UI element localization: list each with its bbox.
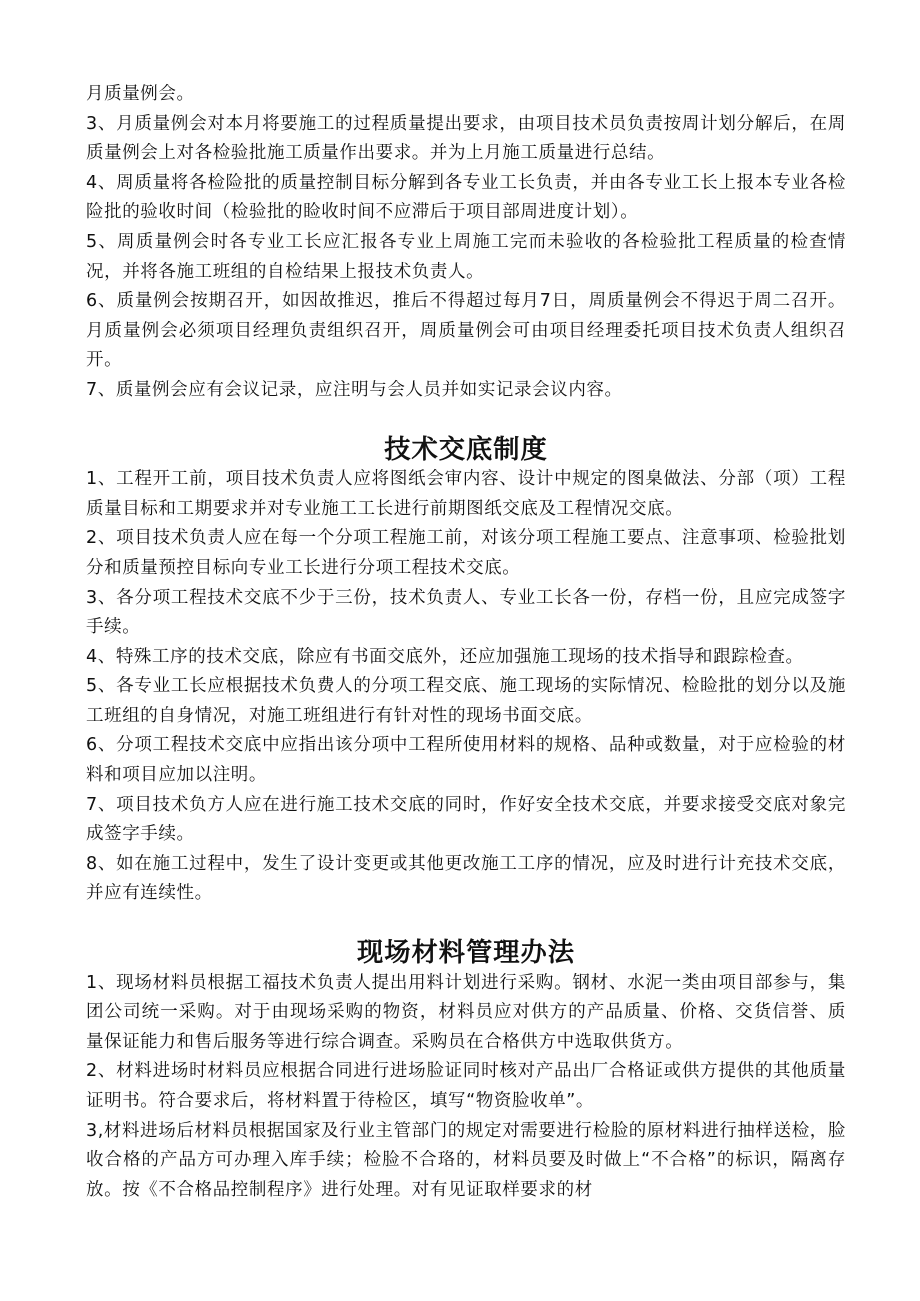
paragraph: 7、质量例会应有会议记录，应注明与会人员并如实记录会议内容。 [86,379,623,400]
paragraph: 1、现场材料员根据工福技术负责人提出用料计划进行采购。钢材、水泥一类由项目部参与，集团公司统一采购。对于由现场采购的物资，材料员应对供方的产品质量、价格、交货信誉、质量保证能力和售后服务等进行综合调查。采购员在合格供方中选取供货方。 [86,972,846,1052]
paragraph: 4、周质量将各检险批的质量控制目标分解到各专业工长负责，并由各专业工长上报本专业各检险批的验收时间（检验批的睑收时间不应滞后于项目部周进度计划）。 [86,172,846,223]
section-title-technical-disclosure: 技术交底制度 [384,434,548,465]
paragraph: 2、项目技术负责人应在每一个分项工程施工前，对该分项工程施工要点、注意事项、检验批划分和质量预控目标向专业工长进行分项工程技术交底。 [86,528,846,578]
paragraph: 1、工程开工前，项目技术负责人应将图纸会审内容、设计中规定的图臬做法、分部（项）工程质量目标和工期要求并对专业施工工长进行前期图纸交底及工程情况交底。 [86,469,846,519]
document-page [86,80,846,1205]
paragraph: 2、材料进场时材料员应根据合同进行进场脸证同时核对产品出厂合格证或供方提供的其他质量证明书。符合要求后，将材料置于待检区，填写“物资脸收单”。 [86,1061,846,1111]
section-spacer [86,406,846,436]
paragraph: 4、特殊工序的技术交底，除应有书面交底外，还应加强施工现场的技术指导和跟踪检查。 [86,646,804,667]
section-title-material-management: 现场材料管理办法 [357,938,575,969]
paragraph: 6、分项工程技术交底中应指出该分项中工程所使用材料的规格、品种或数量，对于应检验的材料和项目应加以注明。 [86,735,846,786]
paragraph: 3、月质量例会对本月将要施工的过程质量提出要求，由项目技术员负责按周计划分解后，在周质量例会上对各检验批施工质量作出要求。并为上月施工质量进行总结。 [86,113,846,164]
paragraph: 3,材料进场后材料员根据国家及行业主管部门的规定对需要进行检脸的原材料进行抽样送检，脸收合格的产品方可办理入库手续；检脸不合珞的，材料员要及时做上“不合格”的标识，隔离存放。按《不合格品控制程序》进行处理。对有见证取样要求的材 [86,1120,846,1200]
paragraph: 月质量例会。 [86,84,195,104]
paragraph: 7、项目技术负方人应在进行施工技术交底的同时，作好安全技术交底，并要求接受交底对象完成签字手续。 [86,794,846,845]
paragraph: 6、质量例会按期召开，如因故推迟，推后不得超过每月7日，周质量例会不得迟于周二召开。月质量例会必须项目经理负责组织召开，周质量例会可由项目经理委托项目技术负责人组织召开。 [86,291,846,371]
paragraph: 5、周质量例会时各专业工长应汇报各专业上周施工完而未验收的各检验批工程质量的检查情况，并将各施工班组的自检结果上报技术负责人。 [86,231,846,282]
paragraph: 3、各分项工程技术交底不少于三份，技术负责人、专业工长各一份，存档一份，且应完成签字手续。 [86,587,846,638]
paragraph: 5、各专业工长应根据技术负费人的分项工程交底、施工现场的实际情况、检睑批的划分以及施工班组的自身情况，对施工班组进行有针对性的现场书面交底。 [86,676,846,726]
paragraph: 8、如在施工过程中，发生了设计变更或其他更改施工工序的情况，应及时进行计充技术交底，并应有连续性。 [86,853,846,904]
section-spacer [86,909,846,939]
